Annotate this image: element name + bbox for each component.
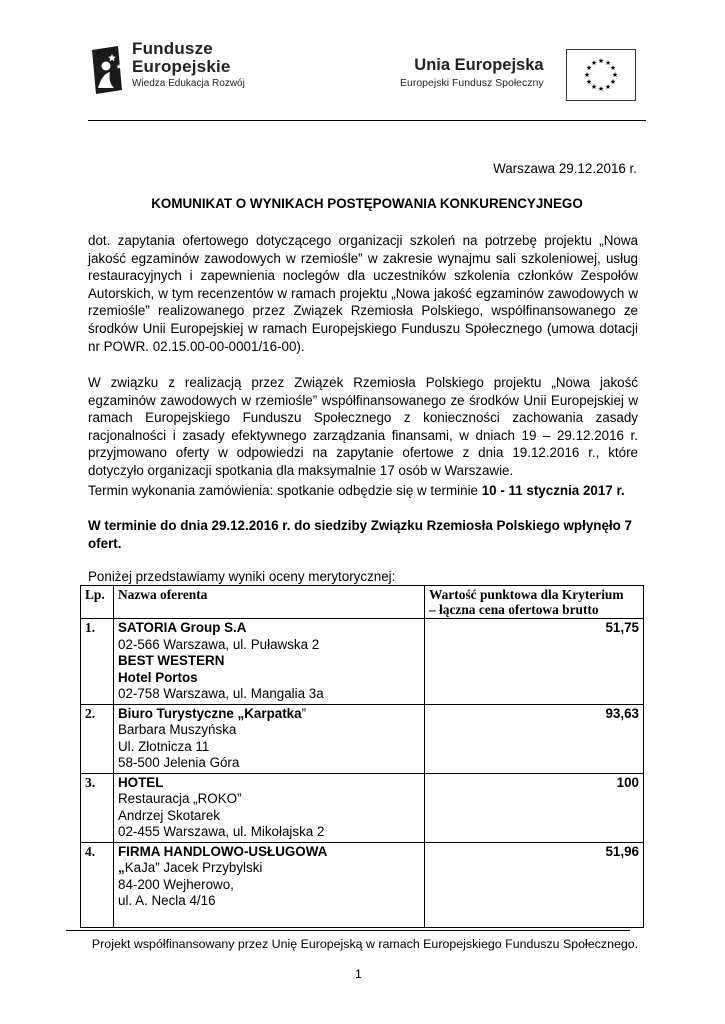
header-value-line1: Wartość punktowa dla Kryterium [429, 587, 624, 602]
document-title: KOMUNIKAT O WYNIKACH POSTĘPOWANIA KONKURENCYJNEGO [151, 196, 583, 211]
fundusze-europejskie-emblem-icon [88, 44, 126, 96]
row-name [114, 842, 425, 927]
row-lp: 1. [81, 619, 114, 705]
fundusze-europejskie-logo [88, 40, 288, 106]
offeror-line: HOTEL [118, 774, 164, 790]
offeror-name: KaJa” Jacek Przybylski [124, 860, 263, 875]
header-lp: Lp. [81, 586, 114, 619]
row-name [114, 619, 425, 705]
unia-europejska-logo [400, 56, 544, 89]
header-divider [88, 120, 646, 121]
table-row [81, 842, 644, 927]
row-lp: 2. [81, 704, 114, 773]
deadline-prefix: Termin wykonania zamówienia: spotkanie odbędzie się w terminie [88, 483, 482, 498]
row-value: 93,63 [425, 704, 644, 773]
svg-text:★: ★ [604, 83, 612, 91]
results-table [80, 585, 644, 928]
svg-text:★: ★ [585, 78, 593, 86]
paragraph-subject: dot. zapytania ofertowego dotyczącego organizacji szkoleń na potrzebę projektu „Nowa jakość egzaminów zawodowych w rzemiośle” w zakresie wynajmu sali szkoleniowej, usług restauracyjnych i zapewnienia noclegów dla uczestników szkolenia członków Zespołów Autorskich, w tym recenzentów w ramach projektu „Nowa jakość egzaminów zawodowych w rzemiośle” realizowanego przez Związek Rzemiosła Polskiego, współfinansowanego ze środków Unii Europejskiej w ramach Europejskiego Funduszu Społecznego (umowa dotacji nr POWR. 02.15.00-00-0001/16-00). [88, 233, 638, 354]
offeror-name: Biuro Turystyczne „Karpatka [118, 705, 302, 721]
svg-text:★: ★ [585, 64, 593, 72]
offeror-quote: „ [118, 860, 125, 875]
table-row [81, 619, 644, 705]
paragraph-deadline [88, 482, 638, 500]
document-date: Warszawa 29.12.2016 r. [493, 161, 637, 176]
offeror-line: 02-455 Warszawa, ul. Mikołajska 2 [118, 824, 325, 839]
offeror-line: Ul. Złotnicza 11 [118, 738, 210, 754]
fe-logo-line3: Wiedza Edukacja Rozwój [132, 78, 245, 89]
offeror-line: 84-200 Wejherowo, [118, 876, 234, 892]
ue-logo-line1: Unia Europejska [414, 56, 544, 74]
paragraph-context: W związku z realizacją przez Związek Rzemiosła Polskiego projektu „Nowa jakość egzaminów zawodowych w rzemiośle” współfinansowanego ze środków Unii Europejskiej w ramach Europejskiego Funduszu Społecznego z konieczności zachowania zasady racjonalności i zasady efektywnego zarządzania finansami, w dniach 19 – 29.12.2016 r. przyjmowano oferty w odpowiedzi na zapytanie ofertowe z dnia 19.12.2016 r., które dotyczyło organizacji spotkania dla maksymalnie 17 osób w Warszawie. [88, 375, 638, 478]
row-value: 100 [425, 773, 644, 842]
paragraph-results-intro: Poniżej przedstawiamy wyniki oceny merytorycznej: [88, 569, 396, 584]
svg-text:★: ★ [590, 83, 598, 91]
svg-text:★: ★ [597, 85, 605, 93]
deadline-dates: 10 - 11 stycznia 2017 r. [481, 483, 625, 498]
offeror-line [118, 706, 420, 723]
table-header-row [81, 586, 644, 619]
page-number: 1 [355, 967, 362, 981]
row-lp: 4. [81, 842, 114, 927]
row-lp: 3. [81, 773, 114, 842]
offeror-line: Andrzej Skotarek [118, 807, 220, 823]
table-row [81, 773, 644, 842]
offeror-line: FIRMA HANDLOWO-USŁUGOWA [118, 843, 328, 859]
footer-text: Projekt współfinansowany przez Unię Europejską w ramach Europejskiego Funduszu Społecznego. [91, 937, 639, 951]
offeror-line: Hotel Portos [118, 669, 198, 685]
paragraph-offers-count: W terminie do dnia 29.12.2016 r. do siedziby Związku Rzemiosła Polskiego wpłynęło 7 ofert. [88, 518, 632, 551]
table-row [81, 704, 644, 773]
offeror-name-suffix: ” [301, 705, 307, 721]
header-value-line2: – łączna cena ofertowa brutto [429, 602, 599, 617]
offeror-line: 02-566 Warszawa, ul. Puławska 2 [118, 636, 320, 652]
fe-logo-line1: Fundusze [132, 39, 213, 58]
svg-text:★: ★ [604, 59, 612, 67]
row-name [114, 773, 425, 842]
svg-text:★: ★ [609, 78, 617, 86]
svg-text:★: ★ [609, 64, 617, 72]
offeror-line: 02-758 Warszawa, ul. Mangalia 3a [118, 686, 324, 701]
header-value [425, 586, 644, 619]
offeror-line: BEST WESTERN [118, 653, 225, 668]
offeror-line: SATORIA Group S.A [118, 620, 247, 635]
offeror-line [118, 860, 420, 877]
fe-logo-line2: Europejskie [132, 57, 231, 76]
offeror-line: ul. A. Necla 4/16 [118, 893, 216, 908]
offeror-line: 58-500 Jelenia Góra [118, 755, 240, 770]
svg-text:★: ★ [597, 57, 605, 65]
svg-text:★: ★ [611, 71, 619, 79]
svg-text:★: ★ [583, 71, 591, 79]
ue-logo-line2: Europejski Fundusz Społeczny [400, 77, 544, 89]
footer-divider [66, 930, 630, 931]
svg-text:★: ★ [590, 59, 598, 67]
row-spacer [118, 910, 420, 926]
row-value: 51,96 [425, 842, 644, 927]
header-name: Nazwa oferenta [114, 586, 425, 619]
offeror-line: Barbara Muszyńska [118, 722, 237, 737]
offeror-line: Restauracja „ROKO” [118, 791, 242, 806]
row-name [114, 704, 425, 773]
eu-flag-icon [566, 49, 636, 101]
row-value: 51,75 [425, 619, 644, 705]
